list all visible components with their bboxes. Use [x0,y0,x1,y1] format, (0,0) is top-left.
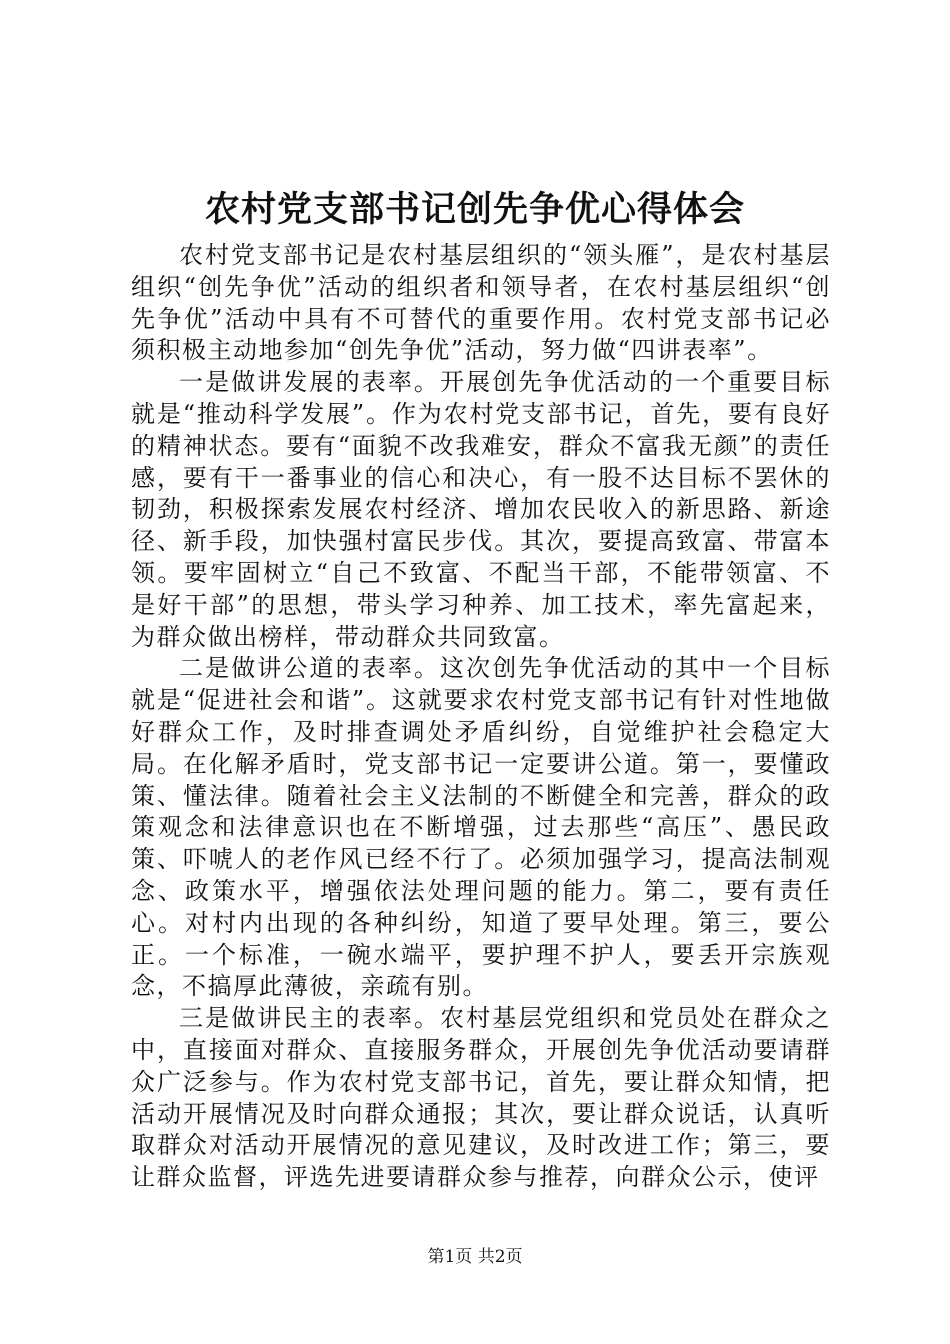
paragraph-democracy: 三是做讲民主的表率。农村基层党组织和党员处在群众之中，直接面对群众、直接服务群众，开展创先争优活动要请群众广泛参与。作为农村党支部书记，首先，要让群众知情，把活动开展情况及时向群众通报；其次，要让群众说话，认真听取群众对活动开展情况的意见建议，及时改进工作；第三，要让群众监督，评选先进要请群众参与推荐，向群众公示，使评 [131,1004,831,1192]
document-title: 农村党支部书记创先争优心得体会 [204,189,745,230]
paragraph-intro: 农村党支部书记是农村基层组织的“领头雁”，是农村基层组织“创先争优”活动的组织者和领导者，在农村基层组织“创先争优”活动中具有不可替代的重要作用。农村党支部书记必须积极主动地参加“创先争优”活动，努力做“四讲表率”。 [131,241,831,365]
paragraph-fairness: 二是做讲公道的表率。这次创先争优活动的其中一个目标就是“促进社会和谐”。这就要求农村党支部书记有针对性地做好群众工作，及时排查调处矛盾纠纷，自觉维护社会稳定大局。在化解矛盾时，党支部书记一定要讲公道。第一，要懂政策、懂法律。随着社会主义法制的不断健全和完善，群众的政策观念和法律意识也在不断增强，过去那些“高压”、愚民政策、吓唬人的老作风已经不行了。必须加强学习，提高法制观念、政策水平，增强依法处理问题的能力。第二，要有责任心。对村内出现的各种纠纷，知道了要早处理。第三，要公正。一个标准，一碗水端平，要护理不护人，要丢开宗族观念，不搞厚此薄彼，亲疏有别。 [131,654,831,1001]
document-body [131,240,831,1194]
page-number-footer: 第1页 共2页 [427,1247,523,1267]
paragraph-development: 一是做讲发展的表率。开展创先争优活动的一个重要目标就是“推动科学发展”。作为农村党支部书记，首先，要有良好的精神状态。要有“面貌不改我难安，群众不富我无颜”的责任感，要有干一番事业的信心和决心，有一股不达目标不罢休的韧劲，积极探索发展农村经济、增加农民收入的新思路、新途径、新手段，加快强村富民步伐。其次，要提高致富、带富本领。要牢固树立“自己不致富、不配当干部，不能带领富、不是好干部”的思想，带头学习种养、加工技术，率先富起来，为群众做出榜样，带动群众共同致富。 [131,368,831,651]
